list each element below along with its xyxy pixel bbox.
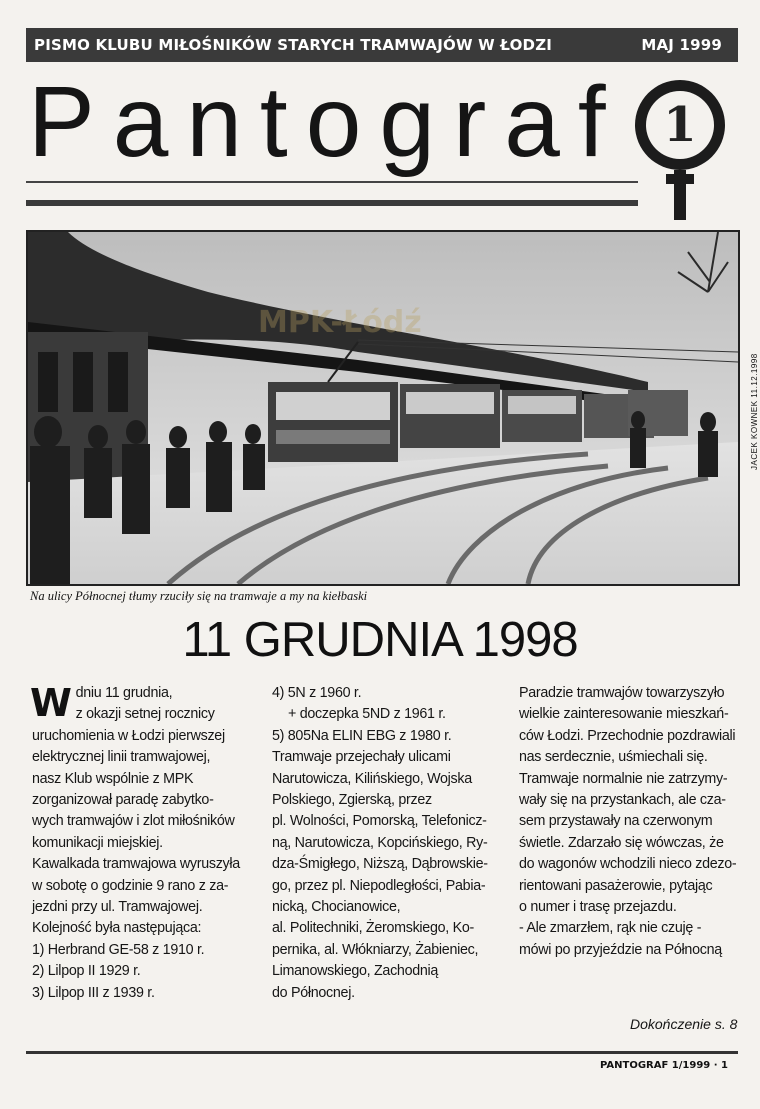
col2-line: 4) 5N z 1960 r. xyxy=(272,685,362,701)
photo-caption: Na ulicy Północnej tłumy rzuciły się na tramwaje a my na kiełbaski xyxy=(30,589,368,603)
col2-line: pernika, al. Włókniarzy, Żabieniec, xyxy=(272,941,479,958)
col1-line: Kawalkada tramwajowa wyruszyła xyxy=(32,856,240,873)
col2-line: go, przez pl. Niepodległości, Pabia- xyxy=(272,877,486,894)
article-column-1 xyxy=(32,683,258,1004)
article-column-2 xyxy=(272,683,512,1004)
col2-line: Tramwaje przejechały ulicami xyxy=(272,749,451,766)
col3-line: mówi po przyjeździe na Północną xyxy=(519,941,722,958)
article-column-3 xyxy=(519,683,745,961)
col3-line: sem przystawały na czerwonym xyxy=(519,813,713,830)
col2-line: dza-Śmigłego, Niższą, Dąbrowskie- xyxy=(272,856,488,873)
col1-line: wych tramwajów i zlot miłośników xyxy=(32,813,235,830)
col2-line: 5) 805Na ELIN EBG z 1980 r. xyxy=(272,727,452,744)
col1-line: 3) Lilpop III z 1939 r. xyxy=(32,984,155,1001)
col3-line: ców Łodzi. Przechodnie pozdrawiali xyxy=(519,727,736,744)
col2-line: ną, Narutowicza, Kopcińskiego, Ry- xyxy=(272,834,488,851)
col1-line: 2) Lilpop II 1929 r. xyxy=(32,963,141,980)
col1-line: komunikacji miejskiej. xyxy=(32,834,163,851)
col3-line: wały się na przystankach, ale cza- xyxy=(519,792,726,809)
masthead-rule-thick xyxy=(26,200,638,206)
col1-line: z okazji setnej rocznicy xyxy=(75,706,215,723)
photo-watermark: MPK-Łódź xyxy=(258,305,422,340)
tram-stop-sign-icon xyxy=(628,78,740,220)
col1-line: 1) Herbrand GE-58 z 1910 r. xyxy=(32,941,205,958)
col3-line: Tramwaje normalnie nie zatrzymy- xyxy=(519,770,728,787)
col1-line: zorganizował paradę zabytko- xyxy=(32,792,214,809)
club-name: PISMO KLUBU MIŁOŚNIKÓW STARYCH TRAMWAJÓW W ŁODZI xyxy=(34,36,553,54)
col1-line: elektrycznej linii tramwajowej, xyxy=(32,749,211,766)
col3-line: do wagonów wchodzili nieco zdezo- xyxy=(519,856,737,873)
col3-line: o numer i trasę przejazdu. xyxy=(519,899,677,916)
col1-line: w sobotę o godzinie 9 rano z za- xyxy=(32,877,229,894)
col1-line: uruchomienia w Łodzi pierwszej xyxy=(32,727,225,744)
col3-line: wielkie zainteresowanie mieszkań- xyxy=(519,706,729,723)
col1-line: jezdni przy ul. Tramwajowej. xyxy=(32,899,203,916)
col1-line: dniu 11 grudnia, xyxy=(75,685,173,701)
col3-line: rientowani pasażerowie, pytając xyxy=(519,877,713,894)
issue-number: 1 xyxy=(663,97,697,153)
drop-cap: W xyxy=(30,681,72,725)
col1-line: nasz Klub wspólnie z MPK xyxy=(32,770,194,787)
issue-date: MAJ 1999 xyxy=(641,36,722,54)
col2-line: al. Politechniki, Żeromskiego, Ko- xyxy=(272,920,474,937)
col2-line: pl. Wolności, Pomorską, Telefonicz- xyxy=(272,813,487,830)
col2-line: do Północnej. xyxy=(272,984,355,1001)
page-folio: PANTOGRAF 1/1999 · 1 xyxy=(600,1060,728,1071)
col3-line: - Ale zmarzłem, rąk nie czuję - xyxy=(519,920,702,937)
footer-rule xyxy=(26,1051,738,1054)
col3-line: Paradzie tramwajów towarzyszyło xyxy=(519,685,725,701)
col2-line: nicką, Chocianowice, xyxy=(272,899,401,916)
col1-line: Kolejność była następująca: xyxy=(32,920,202,937)
masthead-title: Pantograf xyxy=(28,66,624,178)
header-band xyxy=(26,28,738,62)
photo-credit: JACEK KOWNEK 11.12.1998 xyxy=(750,353,759,470)
cover-photo xyxy=(26,230,740,586)
col3-line: nas serdecznie, uśmiechali się. xyxy=(519,749,708,766)
col2-line: Narutowicza, Kilińskiego, Wojska xyxy=(272,770,472,787)
masthead-rule-thin xyxy=(26,181,638,183)
continued-note: Dokończenie s. 8 xyxy=(630,1016,738,1032)
col2-line: Polskiego, Zgierską, przez xyxy=(272,792,432,809)
col2-line: Limanowskiego, Zachodnią xyxy=(272,963,439,980)
col2-line: + doczepka 5ND z 1961 r. xyxy=(288,706,446,723)
col3-line: świetle. Zdarzało się wówczas, że xyxy=(519,834,724,851)
article-headline: 11 GRUDNIA 1998 xyxy=(182,613,578,667)
